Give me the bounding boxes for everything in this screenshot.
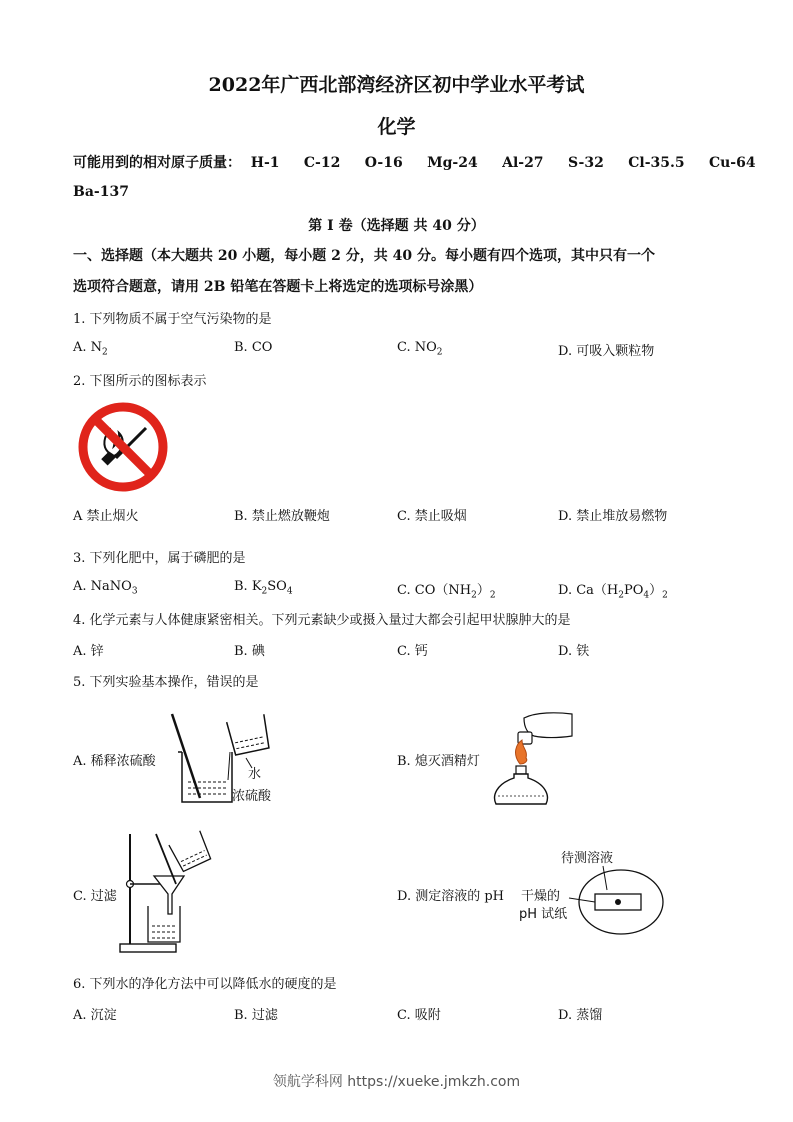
q1-stem: 1. 下列物质不属于空气污染物的是 — [73, 312, 272, 327]
section1-line1: 一、选择题（本大题共 20 小题，每小题 2 分，共 40 分。每小题有四个选项，其中只有一个 — [73, 248, 655, 264]
q3-option-c-mid: ） — [476, 583, 490, 598]
exam-title: 2022年广西北部湾经济区初中学业水平考试 — [208, 74, 585, 96]
part1-title: 第 I 卷（选择题 共 40 分） — [308, 218, 485, 234]
q3-option-b — [234, 579, 293, 597]
q3-option-d — [558, 579, 668, 601]
q3-option-d-sub3: 2 — [662, 590, 668, 601]
q3-stem: 3. 下列化肥中，属于磷肥的是 — [73, 551, 246, 566]
q5-option-c: C. 过滤 — [73, 889, 117, 904]
q2-option-b: B. 禁止燃放鞭炮 — [234, 509, 330, 524]
alcohol-lamp-diagram — [484, 708, 584, 810]
q5-label-solution: 待测溶液 — [561, 851, 614, 866]
q3-option-d-text: D. Ca（H — [558, 583, 619, 598]
atomic-mass-ba: Ba-137 — [73, 184, 129, 200]
q6-stem: 6. 下列水的净化方法中可以降低水的硬度的是 — [73, 977, 337, 992]
dilute-acid-diagram — [168, 708, 288, 808]
q5-label-water: 水 — [248, 767, 262, 782]
q1-option-d: D. 可吸入颗粒物 — [558, 344, 655, 359]
q5-option-a: A. 稀释浓硫酸 — [73, 754, 156, 769]
q1-option-c-sub: 2 — [436, 347, 443, 358]
q3-option-c — [397, 579, 496, 601]
q3-option-b-text: B. K — [234, 579, 262, 594]
atomic-mass-cu: Cu-64 — [708, 155, 756, 171]
q6-option-b: B. 过滤 — [234, 1008, 278, 1023]
q2-option-c: C. 禁止吸烟 — [397, 509, 467, 524]
q3-option-a — [73, 579, 138, 597]
q3-option-d-sub2: 4 — [643, 590, 650, 601]
q4-option-d: D. 铁 — [558, 644, 590, 659]
q5-option-d: D. 测定溶液的 pH — [397, 889, 505, 904]
atomic-mass-label: 可能用到的相对原子质量： — [73, 155, 241, 171]
atomic-mass-o: O-16 — [364, 155, 403, 171]
q6-option-d: D. 蒸馏 — [558, 1008, 603, 1023]
q3-option-b-sub1: 2 — [261, 586, 268, 597]
q4-stem: 4. 化学元素与人体健康紧密相关。下列元素缺少或摄入量过大都会引起甲状腺肿大的是 — [73, 613, 571, 628]
q3-option-d-mid2: ） — [649, 583, 663, 598]
q3-option-c-text: C. CO（NH — [397, 583, 472, 598]
atomic-mass-s: S-32 — [567, 155, 604, 171]
q6-option-a: A. 沉淀 — [73, 1008, 117, 1023]
q5-option-b: B. 熄灭酒精灯 — [397, 754, 480, 769]
filtration-diagram — [118, 830, 218, 956]
q5-label-acid: 浓硫酸 — [232, 789, 272, 804]
atomic-mass-line — [73, 152, 756, 172]
q3-option-d-sub1: 2 — [618, 590, 624, 601]
q2-option-d: D. 禁止堆放易燃物 — [558, 509, 668, 524]
q5-stem: 5. 下列实验基本操作，错误的是 — [73, 675, 259, 690]
atomic-mass-cl: Cl-35.5 — [628, 155, 685, 171]
atomic-mass-h: H-1 — [250, 155, 280, 171]
q2-option-a: A 禁止烟火 — [73, 509, 139, 524]
q3-option-c-sub1: 2 — [471, 590, 477, 601]
q4-option-b: B. 碘 — [234, 644, 265, 659]
q1-option-c-text: C. NO — [397, 340, 437, 355]
q3-option-b-mid: SO — [267, 579, 287, 594]
q6-option-c: C. 吸附 — [397, 1008, 441, 1023]
q3-option-d-mid: PO — [624, 583, 644, 598]
q3-option-a-sub: 3 — [131, 586, 138, 597]
q1-option-a-text: A. N — [73, 340, 103, 355]
q5-label-paper-1: 干燥的 — [521, 889, 561, 904]
atomic-mass-mg: Mg-24 — [427, 155, 478, 171]
q3-option-b-sub2: 4 — [286, 586, 293, 597]
atomic-mass-c: C-12 — [303, 155, 341, 171]
q1-option-b: B. CO — [234, 340, 273, 355]
q2-stem: 2. 下图所示的图标表示 — [73, 374, 207, 389]
section1-line2: 选项符合题意，请用 2B 铅笔在答题卡上将选定的选项标号涂黑） — [73, 279, 483, 295]
ph-test-diagram — [515, 846, 665, 936]
q1-option-a — [73, 340, 108, 358]
q4-option-c: C. 钙 — [397, 644, 428, 659]
q1-option-c — [397, 340, 443, 358]
q3-option-c-sub2: 2 — [489, 590, 496, 601]
q3-option-a-text: A. NaNO — [73, 579, 132, 594]
no-fire-sign-icon — [76, 400, 170, 494]
footer-watermark: 领航学科网 https://xueke.jmkzh.com — [272, 1074, 521, 1090]
q1-option-a-sub: 2 — [102, 347, 108, 358]
q5-label-paper-2: pH 试纸 — [519, 907, 568, 922]
q4-option-a: A. 锌 — [73, 644, 104, 659]
subject-title: 化学 — [377, 116, 416, 138]
atomic-mass-al: Al-27 — [502, 155, 544, 171]
